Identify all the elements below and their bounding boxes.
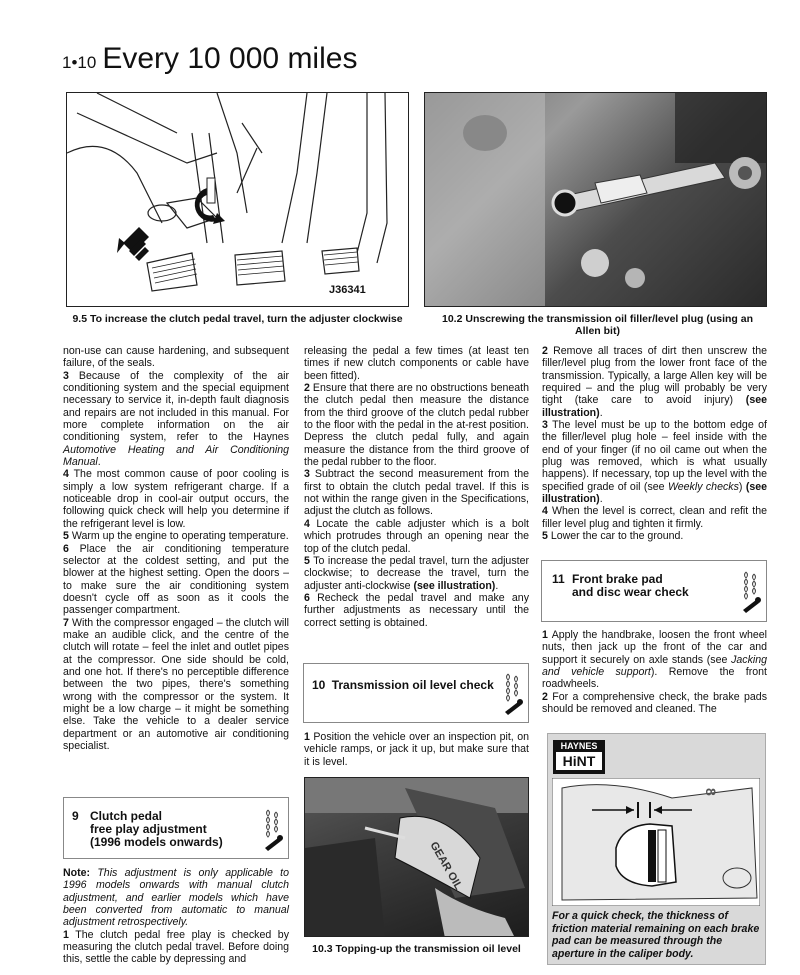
brake-caliper-drawing (552, 778, 760, 906)
figure-caption-10-3: 10.3 Topping-up the transmission oil level (312, 943, 521, 955)
section-9-title: Clutch pedal free play adjustment (1996 models onwards) (90, 809, 223, 849)
section-10-heading-box (303, 663, 529, 723)
figure-transmission-photo (424, 92, 767, 307)
haynes-hint-badge: HAYNES HiNT (553, 740, 605, 774)
clutch-pedal-illustration (67, 93, 409, 307)
haynes-hint-box (547, 733, 766, 965)
difficulty-spanner-icon (502, 672, 524, 716)
text-column-2-section-10: 1 Position the vehicle over an inspection pit, on vehicle ramps, or jack it up, but make sure that it is level. (304, 731, 529, 768)
page-number: 1•10 (62, 53, 97, 72)
difficulty-spanner-icon (740, 570, 762, 614)
haynes-hint-text: For a quick check, the thickness of friction material remaining on each brake pad can be measured through the aperture in the caliper body. (552, 910, 760, 960)
section-10-heading: 10 Transmission oil level check (312, 678, 494, 692)
page-header (62, 42, 357, 82)
page-title: Every 10 000 miles (102, 42, 358, 75)
bottle-label: GEAR OIL (427, 839, 465, 892)
text-column-1: non-use can cause hardening, and subsequent failure, of the seals. 3 Because of the complexity of the air conditioning system and the special equipment necessary to service it, in-depth fault diagnosis and repairs are not included in this manual. For more complete information on the air conditioning system, refer to the Haynes Automotive Heating and Air Conditioning Manual. 4 The most common cause of poor cooling is simply a low system refrigerant charge. If a noticeable drop in cool-air output occurs, the following quick check will help you determine if the refrigerant level is low. 5 Warm up the engine to operating temperature. 6 Place the air conditioning temperature selector at the coldest setting, and put the blower at the highest setting. Open the doors – to make sure the air conditioning system doesn't cycle off as soon as it cools the passenger compartment. 7 With the compressor engaged – the clutch will make an audible click, and the centre of the clutch will rotate – feel the inlet and outlet pipes at the compressor. One side should be cold, and one hot. If there's no perceptible difference between the two pipes, there's something wrong with the compressor or the system. It might be a low charge – it might be something else. Take the vehicle to a dealer service department or an automotive air conditioning specialist. (63, 345, 289, 752)
text-column-1-continued: Note: This adjustment is only applicable to 1996 models onwards with manual clutch adjustment, and earlier models which have been converted from automatic to manual adjustment retrospectively. 1 The clutch pedal free play is checked by measuring the clutch pedal travel. Before doing this, settle the cable by depressing and (63, 867, 289, 966)
text-column-3: 2 Remove all traces of dirt then unscrew the filler/level plug from the lower front face of the transmission. Typically, a large Allen key will be required – and the plug will probably be very tight (take care to avoid injury) (see illustration). 3 The level must be up to the bottom edge of the filler/level plug hole – feel inside with the end of your finger (if no oil came out when the plug was removed, which is what usually happens). If necessary, top up the level with the specified grade of oil (see Weekly checks) (see illustration). 4 When the level is correct, clean and refit the filler level plug and tighten it firmly. 5 Lower the car to the ground. (542, 345, 768, 543)
section-11-heading-box (541, 560, 767, 622)
section-11-number: 11 (552, 572, 565, 586)
section-9-heading-box (63, 797, 289, 859)
transmission-photo-illustration (425, 93, 767, 307)
figure-caption-10-2: 10.2 Unscrewing the transmission oil filler/level plug (using an Allen bit) (442, 313, 753, 337)
figure-clutch-pedal-drawing (66, 92, 409, 307)
topping-up-illustration (305, 778, 529, 937)
section-11-title: Front brake pad and disc wear check (572, 572, 689, 599)
difficulty-spanner-icon (262, 808, 284, 852)
text-column-3-section-11: 1 Apply the handbrake, loosen the front wheel nuts, then jack up the front of the car and support it securely on axle stands (see Jacking and vehicle support). Remove the front roadwheels. 2 For a comprehensive check, the brake pads should be removed and cleaned. The (542, 629, 767, 716)
figure-topping-up-photo (304, 777, 529, 937)
svg-text:8: 8 (703, 788, 719, 796)
figure-code-label: J36341 (329, 284, 366, 296)
figure-caption-9-5: 9.5 To increase the clutch pedal travel, turn the adjuster clockwise (72, 313, 403, 325)
text-column-2: releasing the pedal a few times (at least ten times if new clutch components or cable have been fitted). 2 Ensure that there are no obstructions beneath the clutch pedal then measure the distance from the third groove of the clutch pedal rubber to the floor with the pedal in the at-rest position. Depress the clutch pedal fully, and again measure the distance from the third groove of the pedal rubber to the floor. 3 Subtract the second measurement from the first to obtain the clutch pedal travel. If this is not within the range given in the Specifications, adjust the clutch as follows. 4 Locate the cable adjuster which is a bolt which protrudes through an opening near the top of the clutch pedal. 5 To increase the pedal travel, turn the adjuster clockwise; to decrease the travel, turn the adjuster anti-clockwise (see illustration). 6 Recheck the pedal travel and make any further adjustments as necessary until the correct setting is obtained. (304, 345, 529, 629)
section-9-number: 9 (72, 809, 79, 823)
